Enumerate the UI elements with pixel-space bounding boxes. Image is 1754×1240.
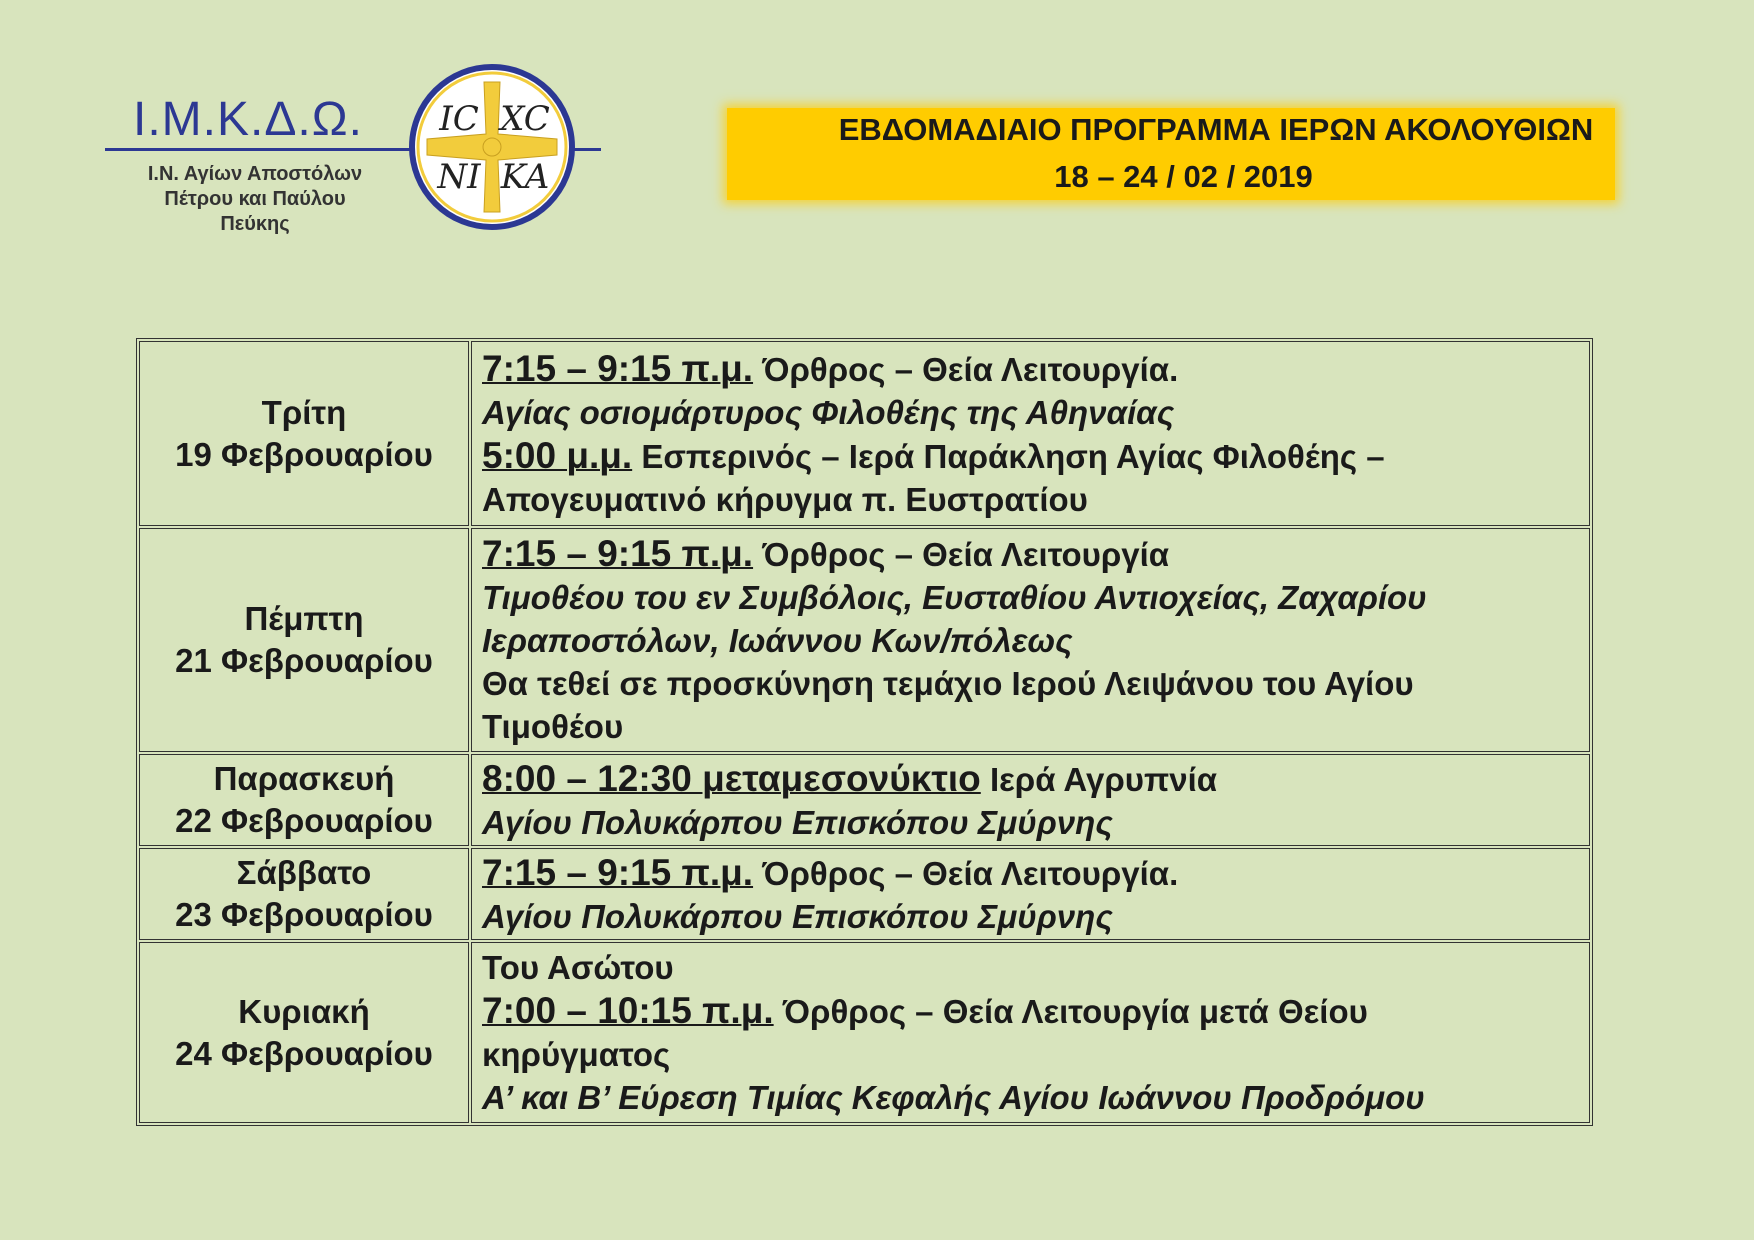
service-line-continued: κηρύγματος	[482, 1036, 671, 1073]
day-cell	[139, 942, 469, 1123]
day-cell	[139, 754, 469, 846]
saint-line: Αγίου Πολυκάρπου Επισκόπου Σμύρνης	[482, 897, 1113, 935]
saint-line: Ιεραποστόλων, Ιωάννου Κων/πόλεως	[482, 622, 1073, 659]
day-name: Σάββατο	[236, 854, 372, 891]
saint-line: Τιμοθέου του εν Συμβόλοις, Ευσταθίου Αντιοχείας, Ζαχαρίου	[482, 579, 1427, 616]
services-cell	[471, 528, 1590, 752]
service-time: 8:00 – 12:30 μεταμεσονύκτιο	[482, 757, 981, 799]
seal-letter: XC	[500, 99, 550, 139]
day-cell	[139, 848, 469, 940]
service-name: Όρθρος – Θεία Λειτουργία.	[753, 350, 1179, 388]
saint-line: Α’ και Β’ Εύρεση Τιμίας Κεφαλής Αγίου Ιωάννου Προδρόμου	[482, 1079, 1425, 1116]
service-time: 7:15 – 9:15 π.μ.	[482, 347, 754, 389]
logo-subtitle-line: Πέτρου και Παύλου	[164, 188, 346, 210]
saint-line: Αγίου Πολυκάρπου Επισκόπου Σμύρνης	[482, 803, 1113, 841]
service-name: Εσπερινός – Ιερά Παράκληση Αγίας Φιλοθέης –	[632, 437, 1385, 475]
sunday-title: Του Ασώτου	[482, 949, 674, 986]
icxc-nika-seal-icon	[407, 62, 577, 232]
schedule-title: ΕΒΔΟΜΑΔΙΑΙΟ ΠΡΟΓΡΑΜΜΑ ΙΕΡΩΝ ΑΚΟΛΟΥΘΙΩΝ	[838, 112, 1594, 147]
schedule-header	[727, 108, 1615, 200]
day-cell	[139, 528, 469, 752]
service-time: 7:00 – 10:15 π.μ.	[482, 990, 774, 1031]
logo-subtitle	[105, 162, 405, 237]
table-row	[139, 754, 1590, 846]
service-time: 5:00 μ.μ.	[482, 434, 633, 476]
seal-letter: IC	[439, 99, 479, 139]
service-name: Ιερά Αγρυπνία	[980, 760, 1218, 798]
seal-letter: KA	[500, 157, 550, 197]
services-schedule-table	[136, 338, 1593, 1126]
table-row	[139, 848, 1590, 940]
table-row	[139, 942, 1590, 1123]
service-time: 7:15 – 9:15 π.μ.	[482, 851, 754, 893]
table-row	[139, 341, 1590, 526]
service-name: Όρθρος – Θεία Λειτουργία	[753, 536, 1170, 573]
schedule-week-dates: 18 – 24 / 02 / 2019	[1054, 159, 1313, 194]
day-cell	[139, 341, 469, 526]
logo-subtitle-line: Ι.Ν. Αγίων Αποστόλων	[147, 163, 363, 185]
service-name: Όρθρος – Θεία Λειτουργία.	[753, 854, 1179, 892]
day-date: 23 Φεβρουαρίου	[175, 896, 433, 933]
seal-letter: NI	[437, 157, 481, 197]
saint-line: Αγίας οσιομάρτυρος Φιλοθέης της Αθηναίας	[482, 393, 1175, 431]
day-date: 19 Φεβρουαρίου	[175, 435, 433, 473]
services-cell	[471, 848, 1590, 940]
service-line	[482, 851, 1579, 895]
service-time: 7:15 – 9:15 π.μ.	[482, 533, 754, 574]
services-cell	[471, 341, 1590, 526]
services-cell	[471, 942, 1590, 1123]
service-line	[482, 434, 1579, 478]
day-name: Πέμπτη	[244, 600, 364, 637]
service-line	[482, 757, 1579, 801]
day-date: 21 Φεβρουαρίου	[175, 642, 433, 679]
services-cell	[471, 754, 1590, 846]
note-line: Τιμοθέου	[482, 708, 624, 745]
service-name: Όρθρος – Θεία Λειτουργία μετά Θείου	[773, 993, 1368, 1030]
table-row	[139, 528, 1590, 752]
service-line	[482, 989, 1579, 1033]
day-name: Κυριακή	[238, 992, 370, 1030]
logo-acronym: Ι.Μ.Κ.Δ.Ω.	[133, 93, 363, 146]
service-line	[482, 347, 1579, 391]
note-line: Απογευματινό κήρυγμα π. Ευστρατίου	[482, 480, 1088, 518]
day-name: Τρίτη	[261, 393, 347, 431]
day-name: Παρασκευή	[213, 760, 395, 797]
day-date: 22 Φεβρουαρίου	[175, 802, 433, 839]
day-date: 24 Φεβρουαρίου	[175, 1034, 433, 1072]
church-logo	[105, 58, 605, 243]
note-line: Θα τεθεί σε προσκύνηση τεμάχιο Ιερού Λειψάνου του Αγίου	[482, 665, 1414, 702]
logo-subtitle-line: Πεύκης	[220, 213, 290, 235]
service-line	[482, 532, 1579, 576]
